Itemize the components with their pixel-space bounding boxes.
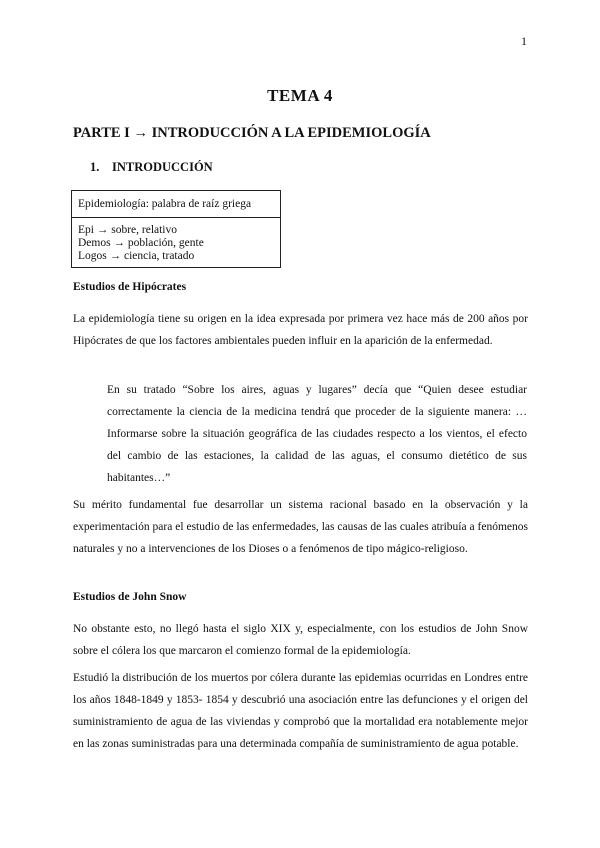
etymology-box-body [72, 218, 280, 267]
section-title: INTRODUCCIÓN [112, 160, 213, 174]
section-number: 1. [90, 160, 100, 174]
snow-heading: Estudios de John Snow [73, 591, 187, 603]
snow-paragraph-2: Estudió la distribución de los muertos por cólera durante las epidemias ocurridas en Londres entre los años 1848-1849 y 1853- 1854 y descubrió una asociación entre las defunciones y el origen del suministramiento de agua de las viviendas y comprobó que la mortalidad era notablemente mejor en las zonas suministradas para una determinada compañía de suministramiento de agua potable. [73, 672, 528, 750]
part-title: PARTE I → INTRODUCCIÓN A LA EPIDEMIOLOGÍA [73, 125, 431, 141]
hipocrates-paragraph-1: La epidemiología tiene su origen en la idea expresada por primera vez hace más de 200 años por Hipócrates de que los factores ambientales pueden influir en la aparición de la enfermedad. [73, 313, 528, 347]
etymology-box [71, 190, 281, 268]
snow-paragraph-1: No obstante esto, no llegó hasta el siglo XIX y, especialmente, con los estudios de John Snow sobre el cólera los que marcaron el comienzo formal de la epidemiología. [73, 623, 528, 657]
hipocrates-heading: Estudios de Hipócrates [73, 281, 187, 293]
etymology-line-demos: Demos → población, gente [78, 237, 204, 249]
hipocrates-quote: En su tratado “Sobre los aires, aguas y lugares” decía que “Quien desee estudiar correctamente la ciencia de la medicina tendrá que proceder de la siguiente manera: … Informarse sobre la situación geográfica de las ciudades respecto a los vientos, el efecto del cambio de las estaciones, la calidad de las aguas, el consumo dietético de sus habitantes…” [107, 384, 527, 484]
etymology-line-logos: Logos → ciencia, tratado [78, 250, 195, 262]
page-title: TEMA 4 [267, 86, 333, 105]
etymology-box-header: Epidemiología: palabra de raíz griega [72, 191, 280, 218]
etymology-line-epi: Epi → sobre, relativo [78, 224, 178, 236]
hipocrates-paragraph-2: Su mérito fundamental fue desarrollar un sistema racional basado en la observación y la experimentación para el estudio de las enfermedades, las causas de las cuales atribuía a fenómenos naturales y no a intervenciones de los Dioses o a fenómenos de tipo mágico-religioso. [73, 499, 528, 555]
page-number: 1 [521, 34, 527, 48]
section-heading [90, 160, 213, 175]
